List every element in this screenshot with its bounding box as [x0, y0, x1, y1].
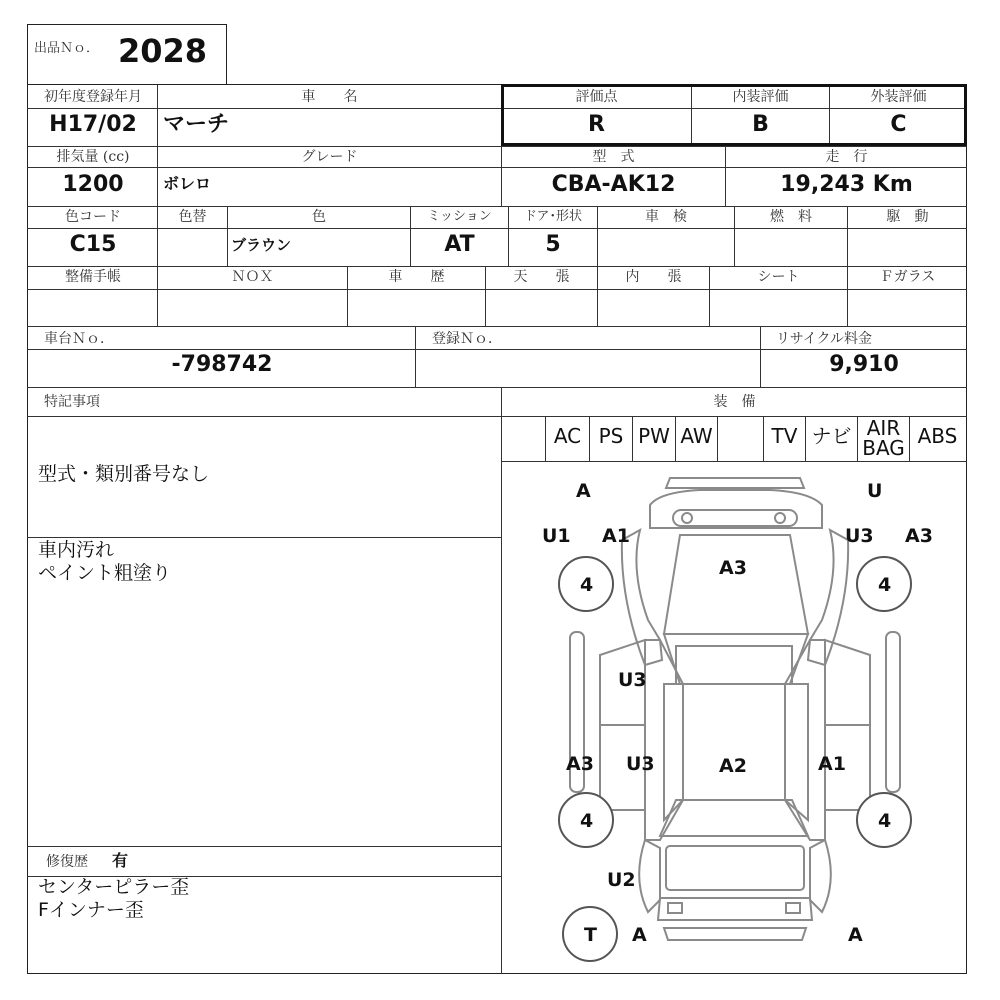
color-label: 色 [312, 209, 326, 225]
fuel-label: 燃 料 [770, 209, 812, 225]
spare-tire: T [584, 924, 597, 946]
transmission-label: ミッション [427, 209, 492, 224]
interior-grade-label: 内装評価 [732, 89, 789, 105]
remark-line-1: 型式・類別番号なし [38, 463, 210, 485]
repair-line-2: Fインナー歪 [38, 899, 144, 921]
repair-history-value: 有 [112, 851, 129, 870]
registration-number-label: 登録Ｎｏ． [432, 331, 502, 347]
doors: 5 [545, 232, 561, 257]
color: ブラウン [231, 236, 292, 254]
lot-number: 2028 [118, 32, 208, 70]
drive-label: 駆 動 [886, 209, 929, 225]
service-book-label: 整備手帳 [65, 269, 121, 285]
repair-history-label: 修復歴 [46, 854, 88, 870]
interior-grade: B [752, 112, 769, 137]
damage-left-fender-2: A1 [602, 525, 630, 547]
remark-line-2: 車内汚れ [38, 539, 115, 561]
headliner-label: 天 張 [513, 269, 570, 285]
lot-number-label: 出品Ｎｏ． [34, 41, 100, 56]
car-name: マーチ [163, 112, 230, 137]
score: R [588, 112, 605, 137]
equip-airbag: AIR BAG [862, 416, 905, 460]
tire-front-left: 4 [580, 574, 594, 596]
damage-rear-bumper-right: A [848, 924, 863, 946]
exterior-grade: C [890, 112, 907, 137]
displacement: 1200 [62, 172, 124, 197]
model-code-label: 型 式 [592, 149, 635, 165]
recycle-fee: 9,910 [829, 352, 899, 377]
chassis-number-label: 車台Ｎｏ． [44, 331, 114, 347]
inspection-label: 車 検 [645, 209, 687, 225]
front-glass-label: Ｆガラス [879, 269, 936, 285]
equip-tv: TV [771, 424, 798, 448]
equip-abs: ABS [917, 424, 958, 448]
damage-front-bumper-left: A [576, 480, 591, 502]
recycle-fee-label: リサイクル料金 [776, 331, 873, 347]
car-damage-diagram [501, 462, 967, 974]
color-code-label: 色コード [65, 209, 121, 225]
damage-left-front-door: U3 [618, 669, 647, 691]
remark-line-3: ペイント粗塗り [38, 562, 172, 584]
interior-trim-label: 内 張 [625, 269, 682, 285]
mileage-label: 走 行 [825, 149, 868, 165]
damage-right-fender-2: A3 [905, 525, 933, 547]
first-registration-label: 初年度登録年月 [44, 89, 142, 105]
grade: ボレロ [163, 174, 212, 193]
repaint-label: 色替 [178, 209, 207, 225]
seat-label: シート [757, 269, 800, 285]
model-code: CBA-AK12 [551, 172, 676, 197]
tire-rear-right: 4 [878, 810, 892, 832]
equip-navi: ナビ [811, 424, 852, 448]
damage-right-fender-1: U3 [845, 525, 874, 547]
damage-left-rear-door-1: A3 [566, 753, 594, 775]
damage-left-fender-1: U1 [542, 525, 571, 547]
vehicle-history-label: 車 歴 [388, 269, 445, 285]
repair-line-1: センターピラー歪 [38, 876, 190, 898]
car-name-label: 車 名 [301, 89, 358, 105]
damage-left-rear-door-2: U3 [626, 753, 655, 775]
exterior-grade-label: 外装評価 [870, 89, 927, 105]
doors-label: ドア･形状 [523, 209, 583, 224]
chassis-number: -798742 [171, 352, 273, 377]
damage-front-bumper-right: U [867, 480, 883, 502]
tire-front-right: 4 [878, 574, 892, 596]
remarks-label: 特記事項 [44, 394, 100, 410]
color-code: C15 [69, 232, 117, 257]
damage-rear-bumper-left: A [632, 924, 647, 946]
transmission: AT [444, 232, 475, 257]
score-label: 評価点 [575, 89, 618, 105]
equipment-label: 装 備 [713, 394, 756, 410]
damage-right-rear-door: A1 [818, 753, 846, 775]
mileage: 19,243 Km [780, 172, 913, 197]
damage-roof: A2 [719, 755, 747, 777]
first-registration: H17/02 [49, 112, 137, 137]
equip-pw: PW [638, 424, 670, 448]
damage-hood: A3 [719, 557, 747, 579]
displacement-label: 排気量 (cc) [56, 149, 130, 165]
grade-label: グレード [301, 149, 358, 165]
tire-rear-left: 4 [580, 810, 594, 832]
damage-trunk: U2 [607, 869, 636, 891]
equip-ps: PS [598, 424, 624, 448]
equip-ac: AC [553, 424, 582, 448]
equip-aw: AW [680, 424, 713, 448]
nox-label: ＮＯＸ [231, 269, 274, 285]
